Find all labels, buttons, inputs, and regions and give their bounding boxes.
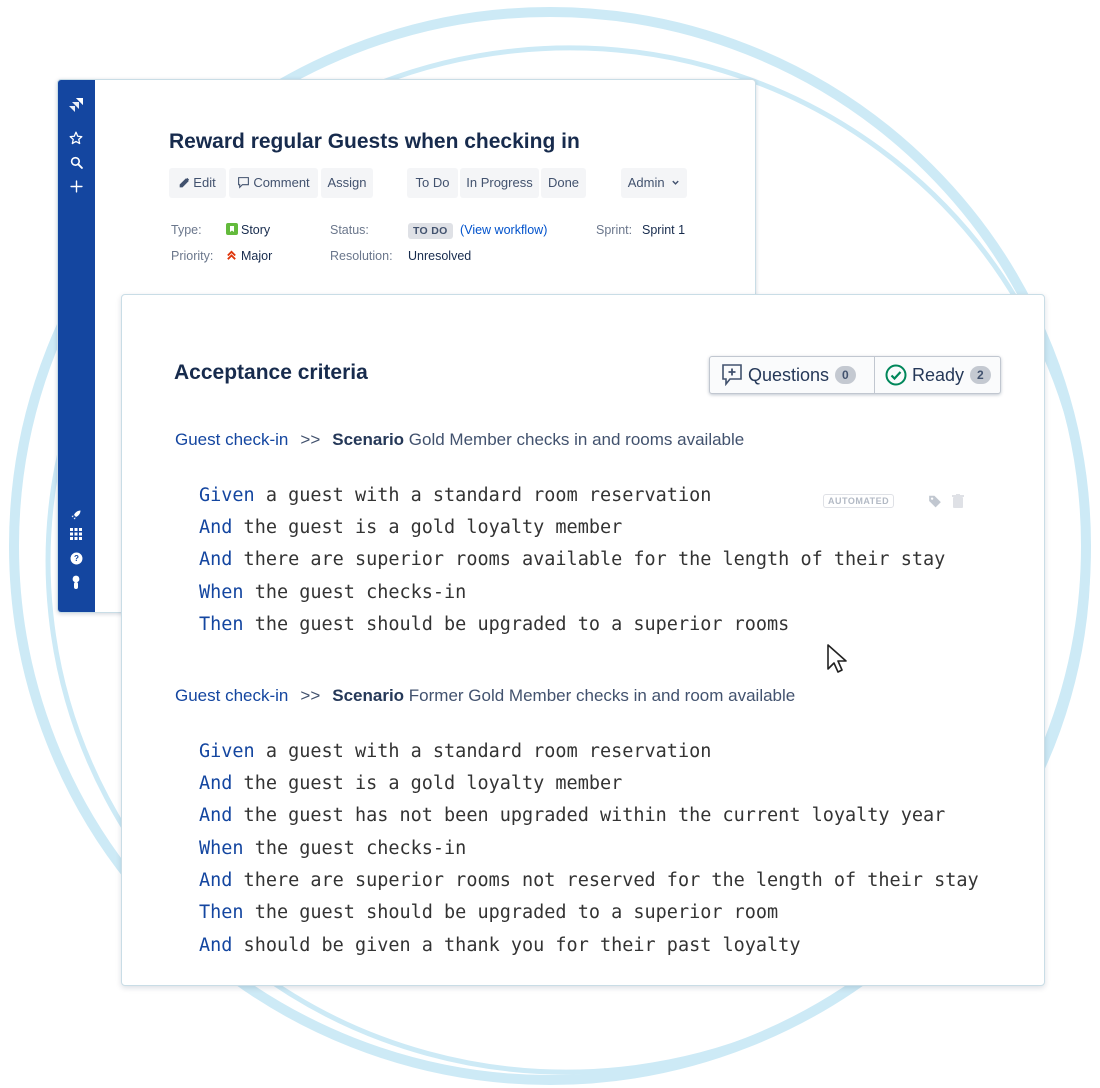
trash-icon[interactable] [952,494,964,508]
step-line: And should be given a thank you for their past loyalty [199,935,801,956]
resolution-value: Unresolved [408,249,472,263]
ready-label: Ready [912,364,965,385]
priority-major-icon [226,250,237,261]
type-label: Type: [171,223,202,237]
automated-badge: AUTOMATED [823,494,894,508]
review-status-group [709,356,1001,394]
apps-grid-icon[interactable] [67,525,85,543]
story-icon [226,223,238,235]
status-divider [874,357,875,393]
admin-label: Admin [627,175,665,190]
scenario-heading [175,430,744,450]
step-line: Given a guest with a standard room reservation [199,485,712,506]
done-label: Done [547,175,580,190]
breadcrumb-separator: >> [300,686,321,705]
status-value [408,223,547,239]
scenario-name: Former Gold Member checks in and room available [408,686,796,705]
acceptance-criteria-panel [121,294,1045,986]
rocket-icon[interactable] [67,506,85,524]
step-line: And there are superior rooms available for the length of their stay [199,549,946,570]
in-progress-label: In Progress [466,175,533,190]
svg-text:?: ? [73,553,79,563]
comment-label: Comment [253,175,310,190]
tag-icon[interactable] [928,494,942,508]
sprint-label: Sprint: [596,223,633,237]
breadcrumb-separator: >> [300,430,321,449]
admin-dropdown[interactable] [621,168,687,198]
edit-button[interactable] [169,168,226,198]
edit-label: Edit [193,175,216,190]
view-workflow-link[interactable]: (View workflow) [460,223,548,237]
questions-count: 0 [835,366,856,384]
step-line: Then the guest should be upgraded to a superior rooms [199,614,790,635]
plus-icon[interactable] [67,177,85,195]
sprint-value[interactable]: Sprint 1 [642,223,686,237]
step-line: Then the guest should be upgraded to a superior room [199,902,779,923]
comment-plus-icon [722,364,742,386]
in-progress-button[interactable] [460,168,539,198]
issue-title: Reward regular Guests when checking in [169,130,580,153]
step-line: And the guest is a gold loyalty member [199,517,623,538]
priority-label: Priority: [171,249,214,263]
comment-icon [237,176,250,189]
scenario-keyword: Scenario [332,686,405,705]
resolution-label: Resolution: [330,249,393,263]
status-lozenge: TO DO [408,223,453,239]
scenario-keyword: Scenario [332,430,405,449]
scenario-name: Gold Member checks in and rooms available [408,430,745,449]
jira-logo-icon[interactable] [67,96,85,114]
questions-label: Questions [748,364,830,385]
user-icon[interactable] [67,573,85,591]
search-icon[interactable] [67,153,85,171]
ready-count: 2 [970,366,991,384]
type-field [171,223,202,237]
step-line: And the guest has not been upgraded within the current loyalty year [199,805,946,826]
mouse-cursor-icon [826,644,848,674]
assign-button[interactable] [321,168,373,198]
to-do-label: To Do [415,175,450,190]
done-button[interactable] [541,168,586,198]
type-value: Story [226,223,270,237]
priority-field [171,249,213,263]
comment-button[interactable] [229,168,318,198]
questions-button[interactable] [722,357,856,393]
help-icon[interactable] [67,549,85,567]
assign-label: Assign [327,175,367,190]
to-do-button[interactable] [407,168,458,198]
step-line: When the guest checks-in [199,582,467,603]
sidebar [58,80,95,612]
star-icon[interactable] [67,129,85,147]
status-label: Status: [330,223,369,237]
pencil-icon [179,177,190,188]
step-line: And there are superior rooms not reserved for the length of their stay [199,870,979,891]
chevron-down-icon [671,178,680,187]
feature-link[interactable]: Guest check-in [175,686,289,705]
check-circle-icon [885,364,907,386]
step-line: And the guest is a gold loyalty member [199,773,623,794]
feature-link[interactable]: Guest check-in [175,430,289,449]
step-line: Given a guest with a standard room reservation [199,741,712,762]
priority-value: Major [226,249,272,263]
ready-button[interactable] [885,357,991,393]
scenario-heading [175,686,795,706]
step-line: When the guest checks-in [199,838,467,859]
acceptance-criteria-title: Acceptance criteria [174,361,368,384]
